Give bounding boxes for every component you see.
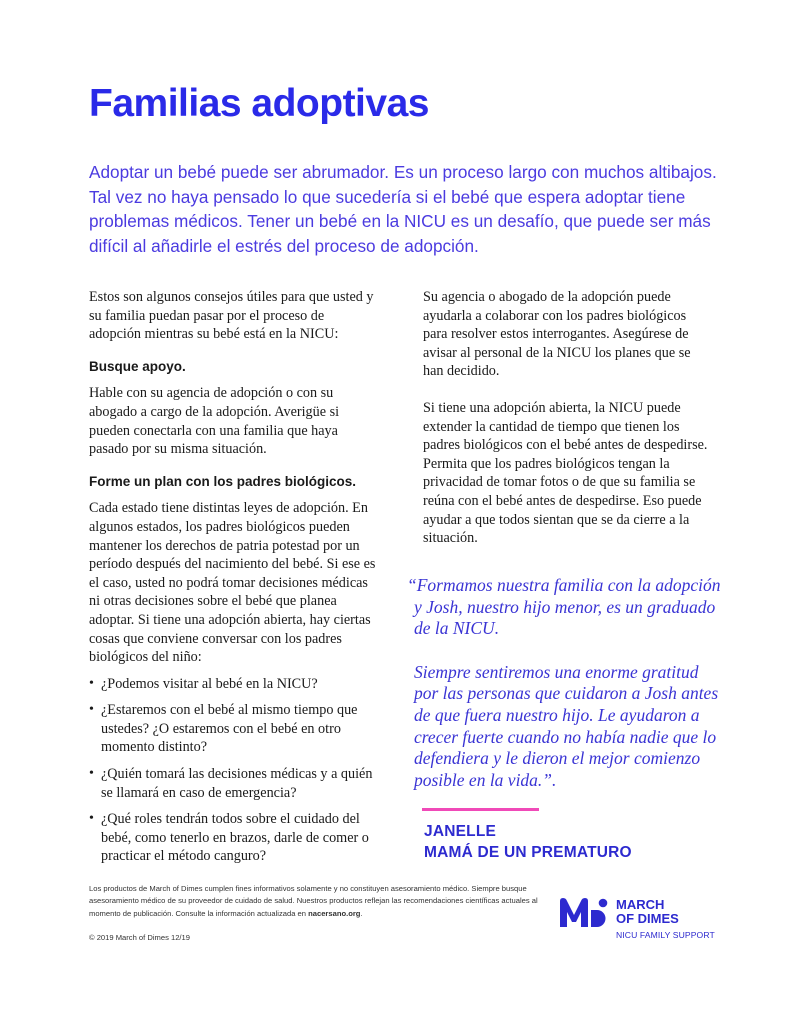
logo-tagline: NICU FAMILY SUPPORT xyxy=(616,930,715,940)
question-list xyxy=(89,675,379,866)
copyright: © 2019 March of Dimes 12/19 xyxy=(89,933,190,942)
list-item: • ¿Quién tomará las decisiones médicas y a quién se llamará en caso de emergencia? xyxy=(89,766,373,801)
logo-mark-icon xyxy=(558,898,612,928)
bullet-icon: • xyxy=(89,811,94,827)
disclaimer-link[interactable]: nacersano.org xyxy=(308,908,361,918)
testimonial-quote xyxy=(407,575,724,813)
bullet-icon: • xyxy=(89,675,94,691)
list-item: • ¿Estaremos con el bebé al mismo tiempo que ustedes? ¿O estaremos con el bebé en otro momento distinto? xyxy=(89,702,358,756)
page-title: Familias adoptivas xyxy=(89,82,429,125)
lead-paragraph: Estos son algunos consejos útiles para que usted y su familia puedan pasar por el proceso de adopción mientras su bebé está en la NICU: xyxy=(89,289,374,343)
right-paragraph-2: Si tiene una adopción abierta, la NICU puede extender la cantidad de tiempo que tienen los padres biológicos con el bebé antes de despedirse. Permita que los padres biológicos tengan la privacidad de tomar fotos o de que su familia se reúna con el bebé antes de despedirse. Eso puede ayudar a que todos sientan que se da cierre a la situación. xyxy=(423,399,708,547)
bullet-icon: • xyxy=(89,702,94,718)
list-item: • ¿Qué roles tendrán todos sobre el cuidado del bebé, como tenerlo en brazos, darle de comer o practicar el método canguro? xyxy=(89,811,369,865)
quote-attribution xyxy=(424,821,632,863)
list-item: • ¿Podemos visitar al bebé en la NICU? xyxy=(89,675,318,692)
intro-paragraph: Adoptar un bebé puede ser abrumador. Es un proceso largo con muchos altibajos. Tal vez no haya pensado lo que sucedería si el bebé que espera adoptar tiene problemas médicos. Tener un bebé en la NICU es un desafío, que puede ser más difícil al añadirle el estrés del proceso de adopción. xyxy=(89,162,717,256)
section-heading-plan: Forme un plan con los padres biológicos. xyxy=(89,473,357,489)
bullet-icon: • xyxy=(89,766,94,782)
attribution-role: MAMÁ DE UN PREMATURO xyxy=(424,844,632,861)
logo-wordmark: MARCH OF DIMES xyxy=(616,897,679,926)
disclaimer: Los productos de March of Dimes cumplen fines informativos solamente y no constituyen asesoramiento médico. Siempre busque asesoramiento médico de su proveedor de cuidado de salud. Nuestros productos reflejan las recomendaciones científicas actuales al momento de publicación. Consulte la información actualizada en nacersano.org. xyxy=(89,884,538,918)
quote-paragraph-1: “Formamos nuestra familia con la adopción y Josh, nuestro hijo menor, es un graduado de la NICU. xyxy=(407,575,721,639)
quote-paragraph-2: Siempre sentiremos una enorme gratitud por las personas que cuidaron a Josh antes de que fuera nuestro hijo. Le ayudaron a crecer fuerte cuando no había nadie que lo defendiera y le dieron el mejor comienzo posible en la vida.”. xyxy=(414,661,719,790)
section-heading-support: Busque apoyo. xyxy=(89,358,186,374)
quote-divider xyxy=(422,808,539,811)
right-paragraph-1: Su agencia o abogado de la adopción puede ayudarla a colaborar con los padres biológicos para resolver estos interrogantes. Asegúrese de avisar al personal de la NICU los planes que se han decidido. xyxy=(423,289,691,380)
march-of-dimes-logo xyxy=(558,897,718,947)
section-body-support: Hable con su agencia de adopción o con su abogado a cargo de la adopción. Averigüe si pueden conectarla con una familia que haya pasado por su misma situación. xyxy=(89,385,340,458)
left-column xyxy=(89,288,379,874)
section-body-plan: Cada estado tiene distintas leyes de adopción. En algunos estados, los padres biológicos pueden mantener los derechos de patria potestad por un período después del nacimiento del bebé. Si ese es el caso, usted no podrá tomar decisiones médicas ni otras decisiones sobre el bebé que planea adoptar. Si tiene una adopción abierta, hay ciertas cosas que conviene conversar con los padres biológicos del niño: xyxy=(89,500,376,666)
right-column xyxy=(423,288,713,562)
attribution-name: JANELLE xyxy=(424,823,497,840)
